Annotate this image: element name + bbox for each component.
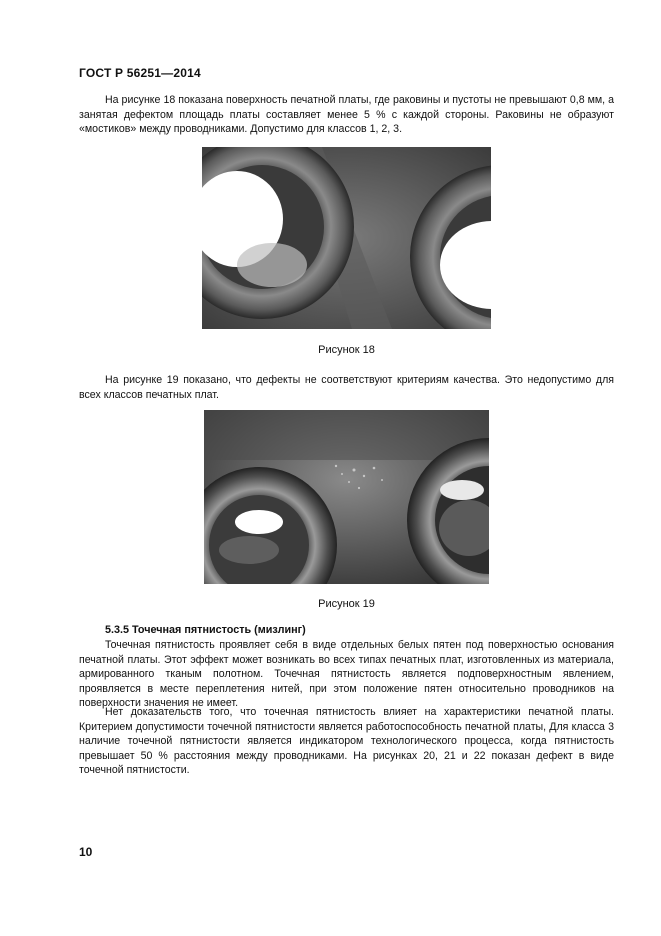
figure-19-photo: [204, 410, 489, 584]
figure-18-photo: [202, 147, 491, 329]
paragraph-measling-description: Точечная пятнистость проявляет себя в виде отдельных белых пятен под поверхностью основания печатной платы. Этот эффект может возникать во всех типах печатных плат, изготовленных из материала, армированного тканым полотном. Точечная пятнистость является подповерхностным явлением, проявляется в месте переплетения нитей, при этом положение пятен относительно проводников на поверхности значения не имеет.: [79, 639, 614, 710]
figure-18-caption: Рисунок 18: [318, 344, 375, 356]
paragraph-figure19-description: На рисунке 19 показано, что дефекты не соответствуют критериям качества. Это недопустимо для всех классов печатных плат.: [79, 374, 614, 401]
section-title: 5.3.5 Точечная пятнистость (мизлинг): [105, 624, 306, 636]
figure-19-caption: Рисунок 19: [318, 598, 375, 610]
paragraph-measling-criteria: Нет доказательств того, что точечная пятнистость влияет на характеристики печатной платы. Критерием допустимости точечной пятнистости является работоспособность печатной платы, Для класса 3 наличие точечной пятнистости является индикатором технологического процесса, когда пятнистость превышает 50 % расстояния между проводниками. На рисунках 20, 21 и 22 показан дефект в виде точечной пятнистости.: [79, 706, 614, 777]
paragraph-figure18-description: На рисунке 18 показана поверхность печатной платы, где раковины и пустоты не превышают 0,8 мм, а занятая дефектом площадь платы составляет менее 5 % с каждой стороны. Раковины не образуют «мостиков» между проводниками. Допустимо для классов 1, 2, 3.: [79, 94, 614, 136]
document-header: ГОСТ Р 56251—2014: [79, 66, 201, 80]
page-number: 10: [79, 845, 93, 859]
